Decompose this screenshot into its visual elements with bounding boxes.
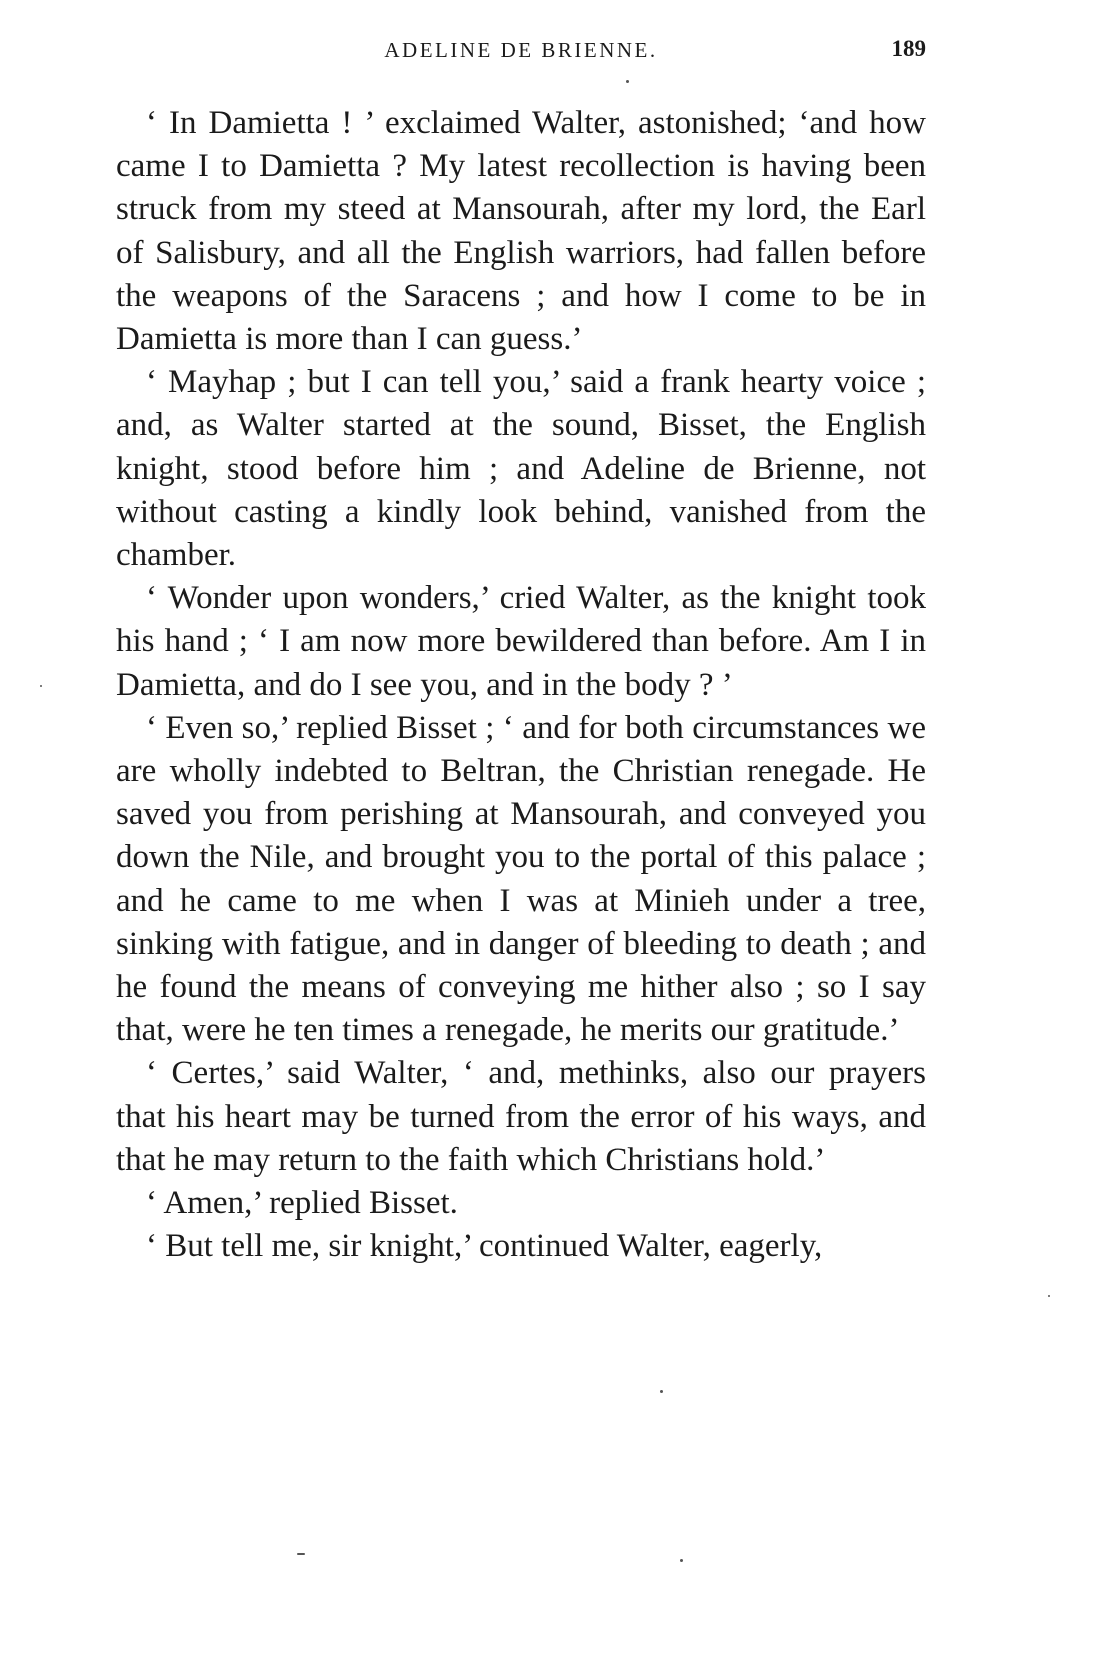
running-head <box>116 38 926 68</box>
scan-speck <box>297 1553 305 1555</box>
scan-speck <box>680 1559 683 1562</box>
paragraph-4: ‘ Even so,’ replied Bisset ; ‘ and for both circumstances we are wholly indebted to Beltran, the Christian renegade. He saved you from perishing at Mansourah, and conveyed you down the Nile, and brought you to the portal of this palace ; and he came to me when I was at Minieh under a tree, sinking with fatigue, and in danger of bleeding to death ; and he found the means of conveying me hither also ; so I say that, were he ten times a renegade, he merits our gratitude.’ <box>116 709 926 1049</box>
paragraph-7: ‘ But tell me, sir knight,’ continued Walter, eagerly, <box>146 1228 823 1265</box>
running-title: ADELINE DE BRIENNE. <box>384 38 658 62</box>
body-text <box>116 102 926 1268</box>
paragraph-3: ‘ Wonder upon wonders,’ cried Walter, as the knight took his hand ; ‘ I am now more bewildered than before. Am I in Damietta, and do I see you, and in the body ? ’ <box>116 580 926 703</box>
paragraph-6: ‘ Amen,’ replied Bisset. <box>146 1185 458 1222</box>
scan-speck <box>1048 1295 1050 1297</box>
paragraph-2: ‘ Mayhap ; but I can tell you,’ said a frank hearty voice ; and, as Walter started at the sound, Bisset, the English knight, stood before him ; and Adeline de Brienne, not without casting a kindly look behind, vanished from the chamber. <box>116 364 926 574</box>
scan-speck <box>626 80 629 83</box>
scan-speck <box>660 1390 663 1393</box>
paragraph-1: ‘ In Damietta ! ’ exclaimed Walter, astonished; ‘and how came I to Damietta ? My latest recollection is having been struck from my steed at Mansourah, after my lord, the Earl of Salisbury, and all the English warriors, had fallen before the weapons of the Saracens ; and how I come to be in Damietta is more than I can guess.’ <box>116 105 926 358</box>
scan-speck <box>40 685 42 687</box>
page-number: 189 <box>891 36 926 61</box>
paragraph-5: ‘ Certes,’ said Walter, ‘ and, methinks, also our prayers that his heart may be turned from the error of his ways, and that he may return to the faith which Christians hold.’ <box>116 1055 926 1178</box>
